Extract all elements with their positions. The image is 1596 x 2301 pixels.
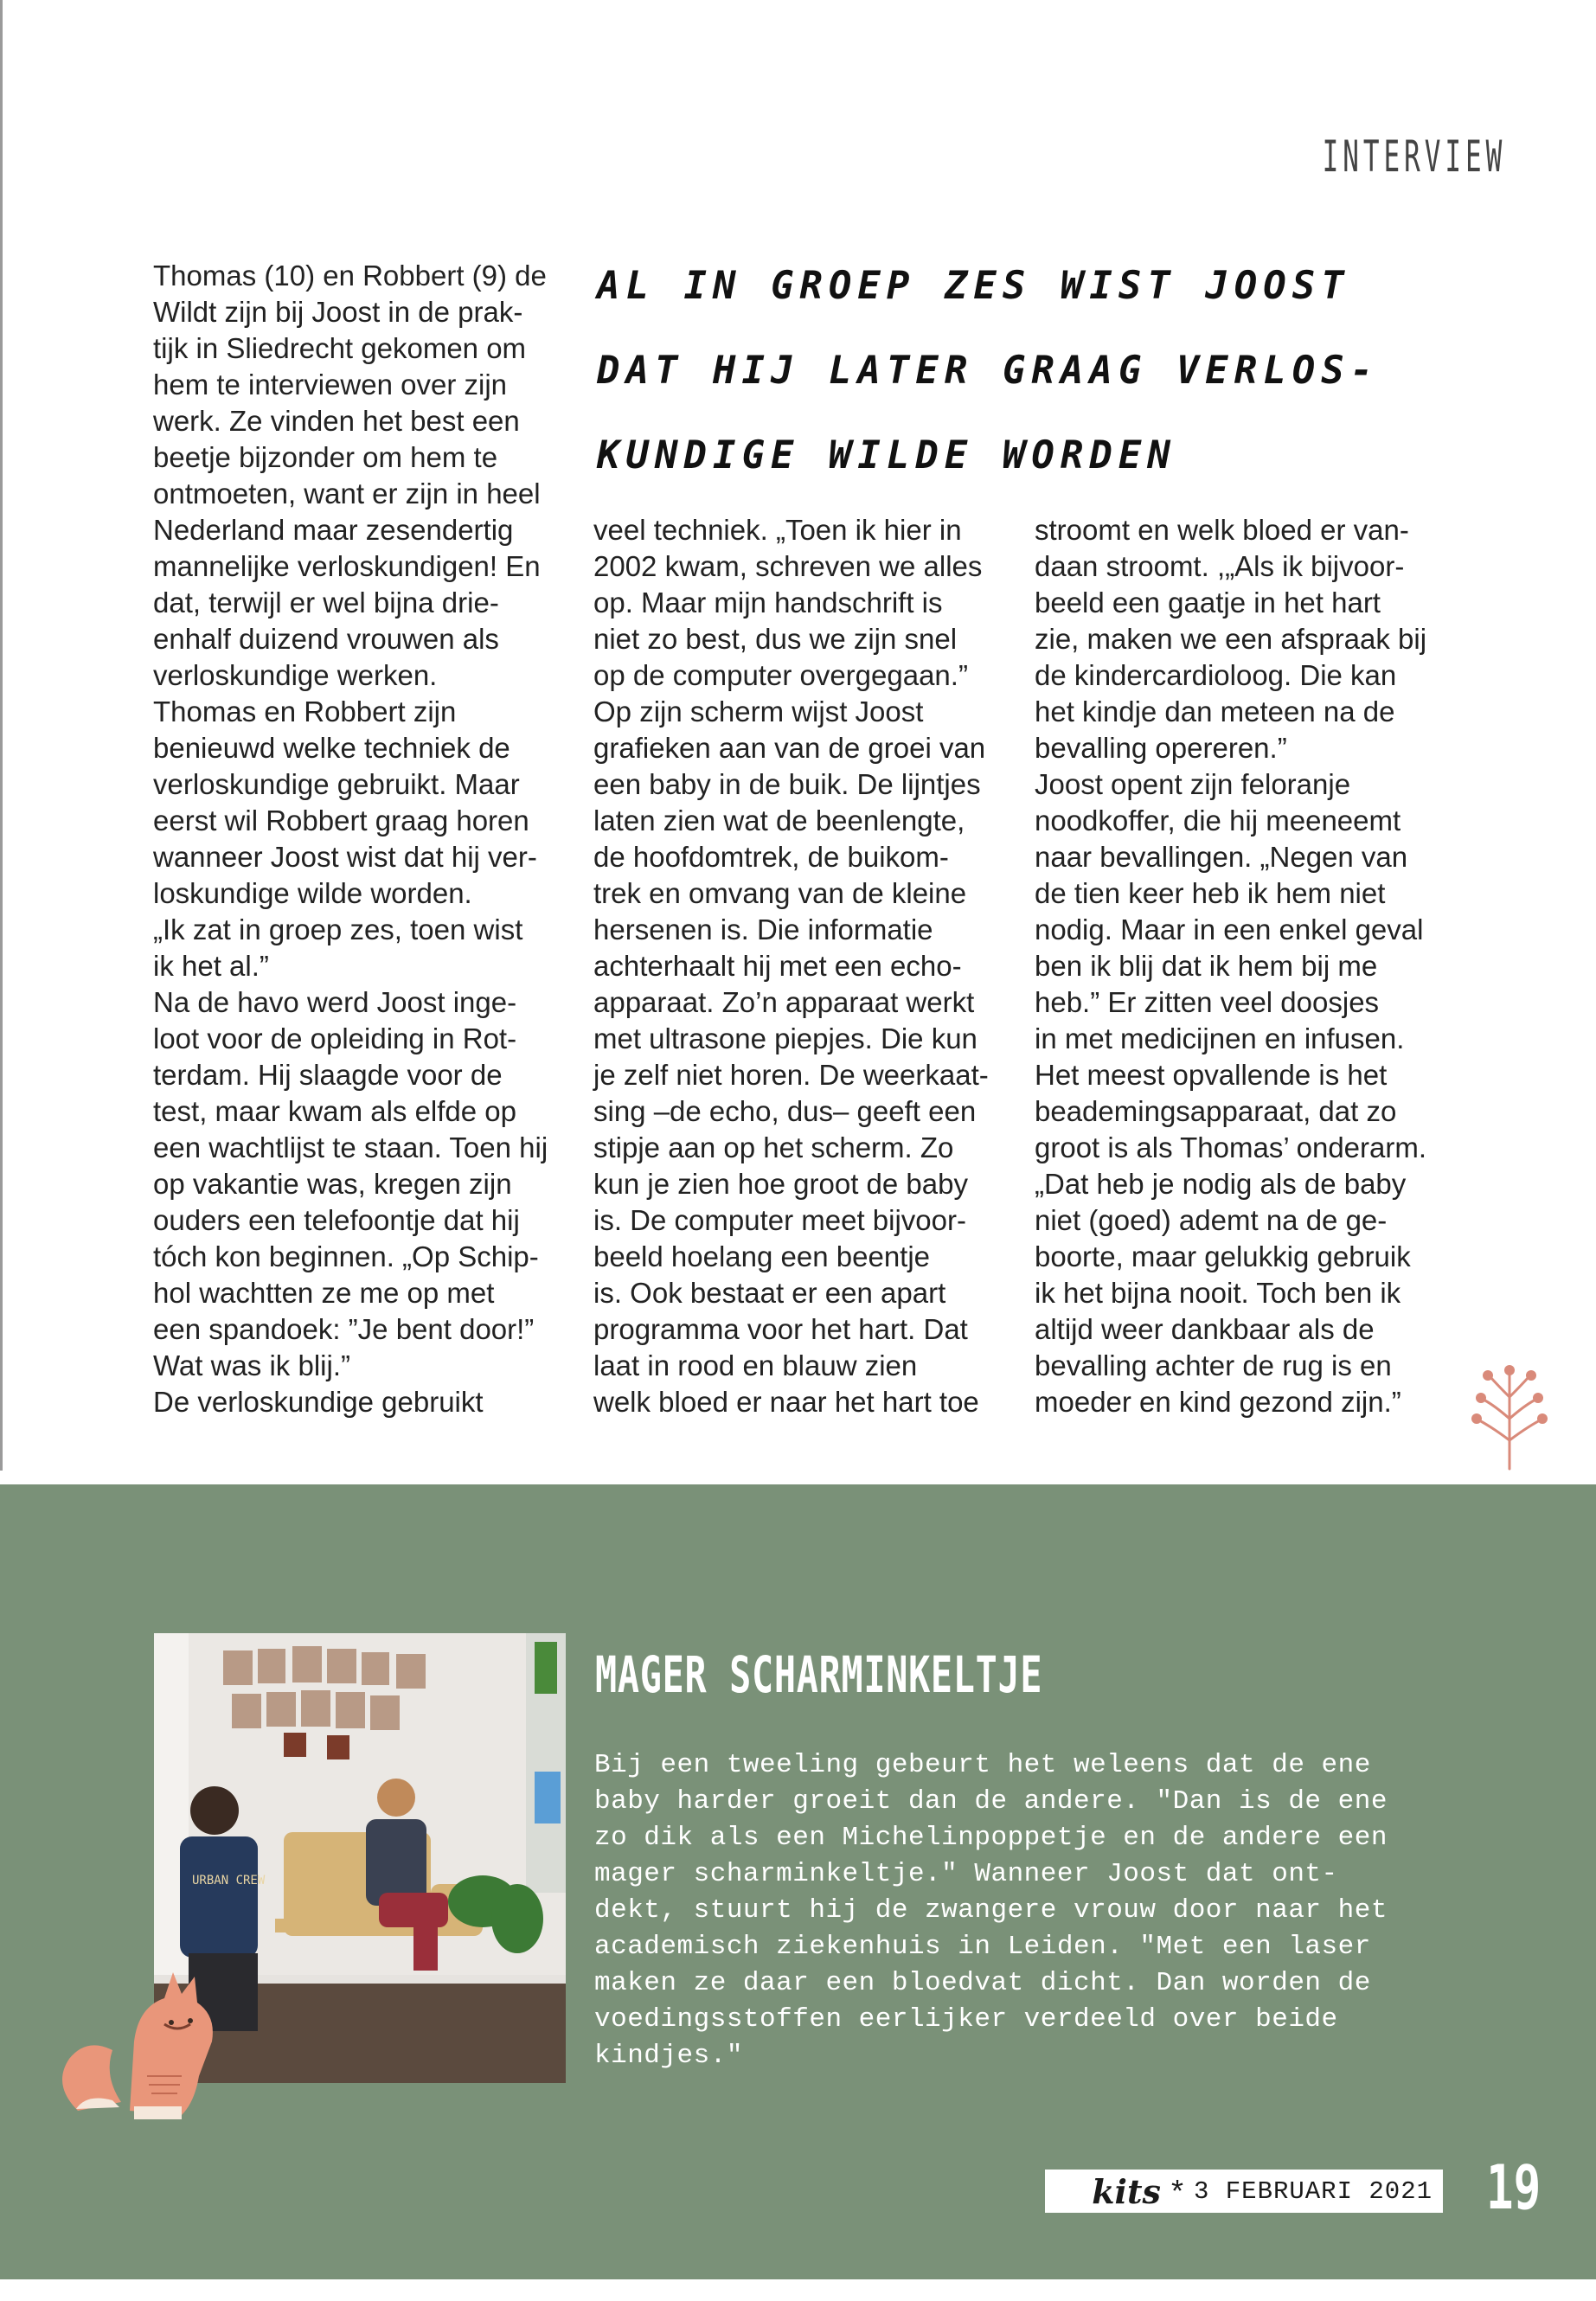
article-line: tijk in Sliedrecht gekomen om xyxy=(153,332,527,364)
headline-line: KUNDIGE WILDE WORDEN xyxy=(597,433,1176,478)
article-line: benieuwd welke techniek de xyxy=(153,732,510,764)
article-line: ik het al.” xyxy=(153,950,269,982)
article-line: eerst wil Robbert graag horen xyxy=(153,804,529,836)
article-line: Thomas en Robbert zijn xyxy=(153,695,457,727)
headline-line: AL IN GROEP ZES WIST JOOST xyxy=(597,264,1350,308)
article-line: loot voor de opleiding in Rot- xyxy=(153,1022,517,1054)
branch-illustration xyxy=(1462,1358,1557,1471)
article-line: boorte, maar gelukkig gebruik xyxy=(1035,1240,1411,1272)
footer-separator-icon: * xyxy=(1170,2173,1183,2208)
article-line: ik het bijna nooit. Toch ben ik xyxy=(1035,1277,1401,1309)
sidebar-text-line: mager scharminkeltje." Wanneer Joost dat ont- xyxy=(594,1859,1338,1889)
article-line: 2002 kwam, schreven we alles xyxy=(593,550,983,582)
sidebar-text-line: kindjes." xyxy=(594,2041,743,2071)
sidebar-text-line: baby harder groeit dan de andere. "Dan is de ene xyxy=(594,1786,1388,1817)
article-line: beademingsapparaat, dat zo xyxy=(1035,1095,1397,1127)
article-line: het kindje dan meteen na de xyxy=(1035,695,1395,727)
headline xyxy=(597,244,1462,498)
article-line: tóch kon beginnen. „Op Schip- xyxy=(153,1240,539,1272)
article-line: op de computer overgegaan.” xyxy=(593,659,968,691)
article-line: Het meest opvallende is het xyxy=(1035,1059,1388,1091)
article-line: achterhaalt hij met een echo- xyxy=(593,950,962,982)
article-line: een baby in de buik. De lijntjes xyxy=(593,768,981,800)
article-line: test, maar kwam als elfde op xyxy=(153,1095,517,1127)
article-line: bevalling opereren.” xyxy=(1035,732,1287,764)
article-line: De verloskundige gebruikt xyxy=(153,1386,484,1418)
article-line: niet zo best, dus we zijn snel xyxy=(593,623,958,655)
sidebar-text-line: Bij een tweeling gebeurt het weleens dat de ene xyxy=(594,1750,1371,1780)
article-line: moeder en kind gezond zijn.” xyxy=(1035,1386,1401,1418)
article-line: de hoofdomtrek, de buikom- xyxy=(593,841,949,873)
article-line: Na de havo werd Joost inge- xyxy=(153,986,517,1018)
article-line: stipje aan op het scherm. Zo xyxy=(593,1131,954,1163)
article-line: welk bloed er naar het hart toe xyxy=(593,1386,979,1418)
article-line: wanneer Joost wist dat hij ver- xyxy=(153,841,537,873)
article-line: in met medicijnen en infusen. xyxy=(1035,1022,1405,1054)
article-line: de kindercardioloog. Die kan xyxy=(1035,659,1397,691)
footer-bar xyxy=(1045,2170,1443,2213)
article-line: beeld hoelang een beentje xyxy=(593,1240,931,1272)
page-edge-shadow xyxy=(0,0,3,1471)
article-line: Wildt zijn bij Joost in de prak- xyxy=(153,296,523,328)
article-line: de tien keer heb ik hem niet xyxy=(1035,877,1386,909)
article-line: loskundige wilde worden. xyxy=(153,877,472,909)
article-line: op vakantie was, kregen zijn xyxy=(153,1168,512,1200)
article-line: niet (goed) ademt na de ge- xyxy=(1035,1204,1388,1236)
article-line: hersenen is. Die informatie xyxy=(593,913,933,945)
article-line: daan stroomt. ,„Als ik bijvoor- xyxy=(1035,550,1405,582)
article-line: noodkoffer, die hij meeneemt xyxy=(1035,804,1401,836)
article-line: programma voor het hart. Dat xyxy=(593,1313,968,1345)
article-line: bevalling achter de rug is en xyxy=(1035,1349,1392,1381)
article-line: Joost opent zijn feloranje xyxy=(1035,768,1351,800)
article-line: „Ik zat in groep zes, toen wist xyxy=(153,913,523,945)
article-line: enhalf duizend vrouwen als xyxy=(153,623,499,655)
sidebar-text-line: zo dik als een Michelinpoppetje en de andere een xyxy=(594,1823,1388,1853)
article-line: mannelijke verloskundigen! En xyxy=(153,550,541,582)
article-line: nodig. Maar in een enkel geval xyxy=(1035,913,1424,945)
article-line: heb.” Er zitten veel doosjes xyxy=(1035,986,1380,1018)
article-line: hem te interviewen over zijn xyxy=(153,369,508,401)
article-line: Nederland maar zesendertig xyxy=(153,514,514,546)
article-line: terdam. Hij slaagde voor de xyxy=(153,1059,503,1091)
article-line: Thomas (10) en Robbert (9) de xyxy=(153,260,547,292)
article-line: een spandoek: ”Je bent door!” xyxy=(153,1313,535,1345)
article-line: trek en omvang van de kleine xyxy=(593,877,967,909)
article-line: beetje bijzonder om hem te xyxy=(153,441,498,473)
article-line: laten zien wat de beenlengte, xyxy=(593,804,965,836)
page-number: 19 xyxy=(1486,2152,1542,2223)
sidebar-text-line: academisch ziekenhuis in Leiden. "Met een laser xyxy=(594,1932,1371,1962)
article-line: op. Maar mijn handschrift is xyxy=(593,586,943,619)
article-line: is. Ook bestaat er een apart xyxy=(593,1277,946,1309)
sidebar-text-line: voedingsstoffen eerlijker verdeeld over beide xyxy=(594,2004,1338,2035)
article-line: groot is als Thomas’ onderarm. xyxy=(1035,1131,1427,1163)
article-line: verloskundige werken. xyxy=(153,659,438,691)
article-line: hol wachtten ze me op met xyxy=(153,1277,495,1309)
article-line: is. De computer meet bijvoor- xyxy=(593,1204,966,1236)
article-line: ben ik blij dat ik hem bij me xyxy=(1035,950,1378,982)
article-line: zie, maken we een afspraak bij xyxy=(1035,623,1427,655)
article-column-1 xyxy=(153,258,568,1420)
article-line: naar bevallingen. „Negen van xyxy=(1035,841,1408,873)
article-line: beeld een gaatje in het hart xyxy=(1035,586,1381,619)
article-line: Wat was ik blij.” xyxy=(153,1349,350,1381)
article-line: sing –de echo, dus– geeft een xyxy=(593,1095,977,1127)
article-line: met ultrasone piepjes. Die kun xyxy=(593,1022,977,1054)
article-column-2 xyxy=(593,512,1009,1420)
article-line: kun je zien hoe groot de baby xyxy=(593,1168,968,1200)
footer-brand-logo: kits xyxy=(1092,2171,1161,2211)
footer-date: 3 FEBRUARI 2021 xyxy=(1193,2176,1433,2206)
article-line: laat in rood en blauw zien xyxy=(593,1349,918,1381)
sidebar-text-line: maken ze daar een bloedvat dicht. Dan worden de xyxy=(594,1968,1371,1998)
sidebar-text xyxy=(594,1747,1459,2074)
fox-illustration xyxy=(52,1955,242,2128)
article-line: verloskundige gebruikt. Maar xyxy=(153,768,520,800)
article-column-3 xyxy=(1035,512,1458,1420)
article-line: een wachtlijst te staan. Toen hij xyxy=(153,1131,548,1163)
sidebar-title: MAGER SCHARMINKELTJE xyxy=(595,1645,1043,1704)
article-line: Op zijn scherm wijst Joost xyxy=(593,695,924,727)
article-line: stroomt en welk bloed er van- xyxy=(1035,514,1409,546)
article-line: „Dat heb je nodig als de baby xyxy=(1035,1168,1407,1200)
article-line: altijd weer dankbaar als de xyxy=(1035,1313,1375,1345)
article-line: apparaat. Zo’n apparaat werkt xyxy=(593,986,975,1018)
sidebar-text-line: dekt, stuurt hij de zwangere vrouw door naar het xyxy=(594,1895,1388,1926)
headline-line: DAT HIJ LATER GRAAG VERLOS- xyxy=(597,349,1380,393)
article-line: ontmoeten, want er zijn in heel xyxy=(153,478,541,510)
article-line: ouders een telefoontje dat hij xyxy=(153,1204,520,1236)
article-line: werk. Ze vinden het best een xyxy=(153,405,520,437)
article-line: veel techniek. „Toen ik hier in xyxy=(593,514,962,546)
article-line: je zelf niet horen. De weerkaat- xyxy=(593,1059,989,1091)
photo-shirt-text: URBAN CREW xyxy=(192,1874,266,1888)
section-label: INTERVIEW xyxy=(1322,131,1507,182)
article-line: grafieken aan van de groei van xyxy=(593,732,986,764)
article-line: dat, terwijl er wel bijna drie- xyxy=(153,586,499,619)
